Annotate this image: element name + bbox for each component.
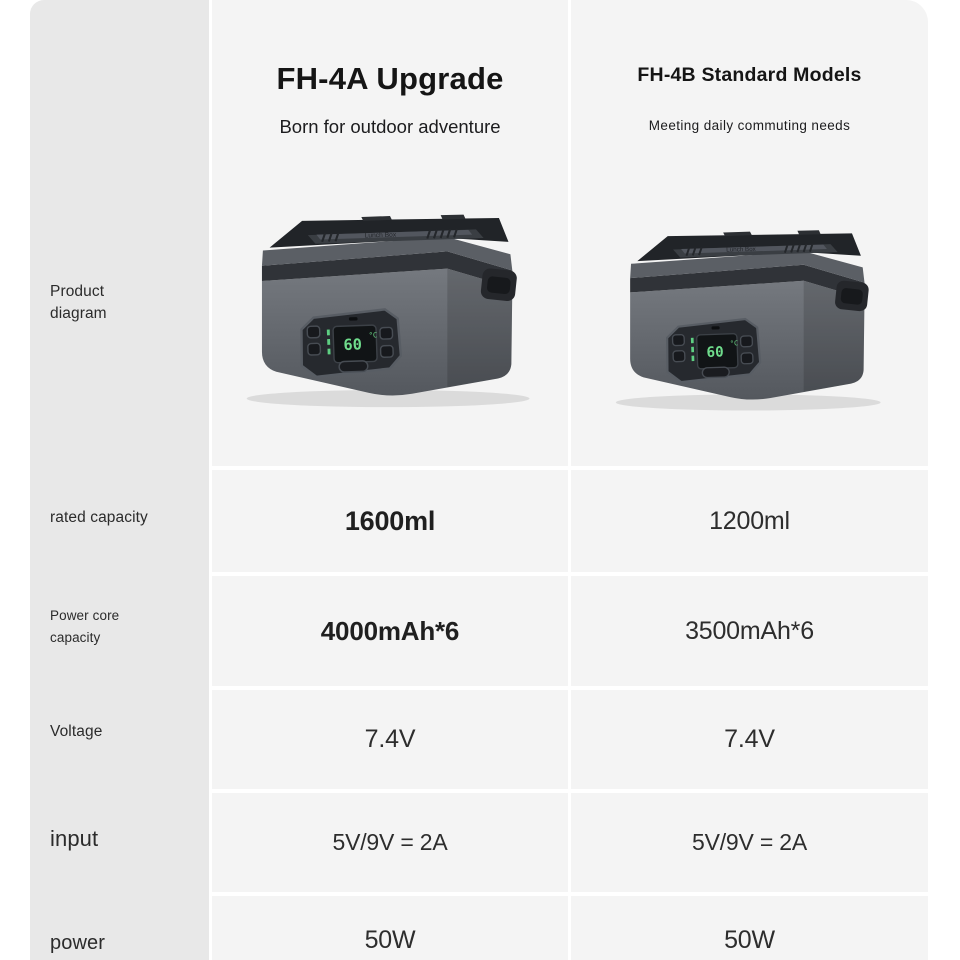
cell-rated-capacity-fh4b <box>571 470 928 572</box>
product-subtitle-fh4b: Meeting daily commuting needs <box>648 118 851 133</box>
value-voltage-fh4b: 7.4V <box>724 725 775 753</box>
label-product-diagram: Product diagram <box>50 283 107 322</box>
cell-power-core-fh4b <box>571 576 928 686</box>
cell-voltage-fh4a <box>212 690 568 789</box>
spec-label-column <box>30 0 209 960</box>
product-photo-fh4a <box>218 193 562 413</box>
label-rated-capacity: rated capacity <box>50 509 148 526</box>
value-power-fh4b: 50W <box>724 926 775 954</box>
value-voltage-fh4a: 7.4V <box>364 725 416 753</box>
product-photo-fh4b <box>589 210 911 416</box>
product-title-fh4b: FH-4B Standard Models <box>637 64 862 86</box>
comparison-card <box>30 0 928 960</box>
value-rated-capacity-fh4b: 1200ml <box>709 506 790 535</box>
label-voltage: Voltage <box>50 723 103 740</box>
cell-input-fh4a <box>212 793 568 892</box>
product-subtitle-fh4a: Born for outdoor adventure <box>279 116 501 137</box>
header-fh4b <box>571 0 928 466</box>
value-rated-capacity-fh4a: 1600ml <box>344 505 436 536</box>
value-input-fh4a: 5V/9V = 2A <box>332 829 448 855</box>
column-fh4a <box>212 0 568 960</box>
cell-rated-capacity-fh4a <box>212 470 568 572</box>
value-power-core-fh4b: 3500mAh*6 <box>685 616 814 645</box>
value-power-fh4a: 50W <box>364 926 416 954</box>
value-input-fh4b: 5V/9V = 2A <box>692 829 807 855</box>
label-input: input <box>50 826 99 851</box>
cell-power-fh4b <box>571 896 928 960</box>
column-fh4b <box>571 0 928 960</box>
header-fh4a <box>212 0 568 466</box>
label-power: power <box>50 932 105 954</box>
cell-power-core-fh4a <box>212 576 568 686</box>
cell-voltage-fh4b <box>571 690 928 789</box>
value-power-core-fh4a: 4000mAh*6 <box>320 615 460 646</box>
label-power-core-capacity: Power core capacity <box>50 608 120 645</box>
cell-input-fh4b <box>571 793 928 892</box>
cell-power-fh4a <box>212 896 568 960</box>
product-title-fh4a: FH-4A Upgrade <box>276 61 504 96</box>
